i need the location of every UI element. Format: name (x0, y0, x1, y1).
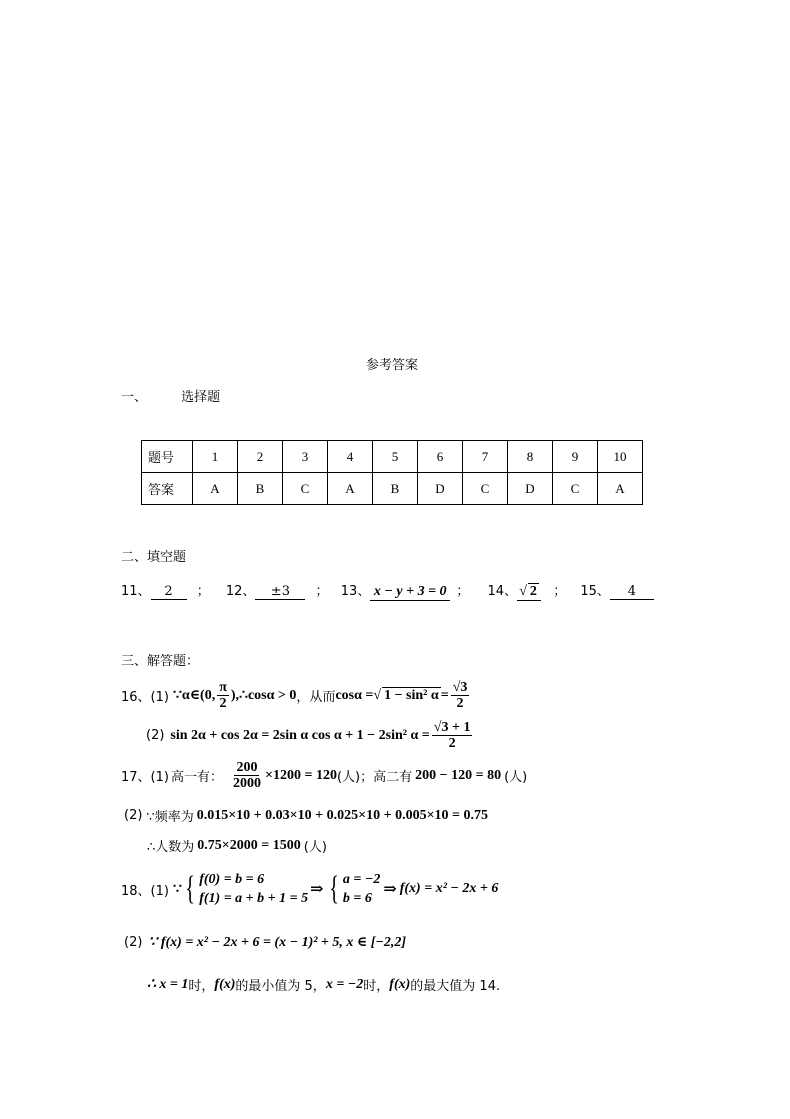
q17-label: 17、(1) (121, 770, 169, 785)
numerator: √3 + 1 (433, 720, 471, 735)
q18-result: f(x) = x² − 2x + 6 (399, 881, 499, 896)
q16-part1 (121, 680, 471, 711)
fraction (217, 680, 229, 711)
expr: ×1200 = 120 (264, 767, 337, 783)
table-cell: 8 (508, 441, 553, 473)
q14-answer: √ 2 (517, 583, 541, 601)
text: 的最小值为 5， (235, 979, 326, 994)
page-title: 参考答案 (366, 358, 419, 373)
section2-heading: 二、填空题 (121, 550, 187, 565)
q16-label: 16、(1) (121, 690, 169, 705)
q16-text: ，从而 (296, 690, 336, 705)
equation: f(0) = b = 6 (199, 872, 265, 887)
q16-label2: (2) (146, 728, 165, 743)
q17-part2 (124, 806, 488, 825)
implies-arrow: ⇒ (383, 881, 397, 898)
text: 时， (363, 979, 390, 994)
q18-label2: (2) (124, 935, 143, 950)
q18-expr2: ∵ f(x) = x² − 2x + 6 = (x − 1)² + 5, x ∈ [−2,2] (148, 935, 407, 950)
table-cell: A (598, 473, 643, 505)
fill-answers (121, 580, 654, 601)
q13-label: 13、 (340, 584, 371, 599)
q17-unit2: (人) (504, 770, 528, 785)
q17-unit3: (人) (303, 840, 327, 855)
table-cell: 3 (283, 441, 328, 473)
separator: ； (315, 584, 329, 599)
expr: cosα = (335, 687, 374, 703)
expr: ∵α∈(0, (172, 688, 216, 703)
q17-part1 (121, 760, 527, 791)
table-cell: A (193, 473, 238, 505)
q12-answer: ±3 (255, 584, 305, 600)
q17-label2: (2) (124, 808, 143, 823)
denominator: 2 (456, 696, 464, 711)
q11-label: 11、 (121, 584, 151, 599)
q17-expr1 (229, 760, 337, 791)
q18-part1 (121, 870, 498, 908)
table-cell: B (238, 473, 283, 505)
table-cell: C (553, 473, 598, 505)
table-cell: D (508, 473, 553, 505)
q17-text1: 高一有： (170, 770, 223, 785)
table-cell: D (418, 473, 463, 505)
numerator: √3 (452, 680, 468, 695)
q17-text2: ∵频率为 (146, 810, 194, 825)
fraction (451, 680, 470, 711)
table-cell: B (373, 473, 418, 505)
numerator: 200 (236, 760, 258, 775)
q13-answer: x − y + 3 = 0 (370, 584, 450, 601)
table-cell: 5 (373, 441, 418, 473)
expr: sin 2α + cos 2α = 2sin α cos α + 1 − 2sin² α = (170, 727, 430, 743)
equation: a = −2 (342, 872, 381, 887)
separator: ； (553, 584, 567, 599)
q17-expr3: 0.015×10 + 0.03×10 + 0.025×10 + 0.005×10 = 0.75 (196, 807, 489, 823)
q16-result: cosα = √ 1 − sin² α = $\frac{√3}{2}$ (335, 680, 468, 711)
expr: f(x) (214, 976, 236, 992)
table-row-numbers (142, 441, 643, 473)
separator: ； (456, 584, 470, 599)
equation: b = 6 (342, 891, 372, 906)
table-cell: 2 (238, 441, 283, 473)
q11-answer: 2 (151, 584, 187, 600)
expr: = (440, 687, 449, 703)
q16-expr2 (170, 720, 474, 751)
denominator: 2000 (232, 776, 261, 791)
q18-system2: { a = −2 b = 6 (328, 870, 381, 907)
section1-title: 选择题 (181, 390, 221, 405)
table-cell: 4 (328, 441, 373, 473)
implies-arrow: ⇒ (310, 881, 324, 898)
table-cell: C (283, 473, 328, 505)
q18-system1: { f(0) = b = 6 f(1) = a + b + 1 = 5 (185, 870, 309, 907)
section1-number: 一、 (121, 390, 148, 405)
table-cell: 7 (463, 441, 508, 473)
row-head-answer: 答案 (142, 473, 193, 505)
q18-part2 (124, 934, 406, 951)
separator: ； (196, 584, 210, 599)
expr: ),∴cosα > 0 (230, 688, 297, 703)
q17-text3: ∴人数为 (147, 840, 195, 855)
q18-part3 (147, 975, 500, 994)
q16-part2 (146, 720, 474, 751)
table-cell: 1 (193, 441, 238, 473)
q18-label: 18、(1) (121, 883, 169, 899)
row-head-number: 题号 (142, 441, 193, 473)
table-cell: A (328, 473, 373, 505)
answer-table (141, 440, 643, 505)
expr: f(x) (389, 976, 411, 992)
q17-part3 (147, 836, 327, 855)
equation: f(1) = a + b + 1 = 5 (199, 891, 309, 906)
table-row-answers (142, 473, 643, 505)
q17-expr4: 0.75×2000 = 1500 (197, 837, 301, 853)
section1-heading (121, 386, 220, 405)
fraction (231, 760, 263, 791)
table-cell: C (463, 473, 508, 505)
expr: x = −2 (325, 976, 364, 992)
numerator: π (219, 680, 227, 695)
expr: ∴ x = 1 (147, 977, 189, 992)
fraction (432, 720, 473, 751)
denominator: 2 (448, 736, 456, 751)
text: 时， (188, 979, 215, 994)
denominator: 2 (219, 696, 227, 711)
table-cell: 9 (553, 441, 598, 473)
q16-condition (173, 680, 296, 711)
q17-expr2: 200 − 120 = 80 (415, 767, 502, 783)
q14-label: 14、 (487, 584, 518, 599)
text: 的最大值为 14. (410, 979, 501, 994)
q15-answer: 4 (610, 584, 654, 600)
table-cell: 10 (598, 441, 643, 473)
q18-because: ∵ (172, 881, 182, 897)
q12-label: 12、 (225, 584, 256, 599)
q15-label: 15、 (580, 584, 610, 599)
radicand: 1 − sin² α (384, 688, 439, 703)
table-cell: 6 (418, 441, 463, 473)
section3-heading: 三、解答题： (121, 654, 200, 669)
q17-unit1: (人)；高二有 (336, 770, 413, 785)
